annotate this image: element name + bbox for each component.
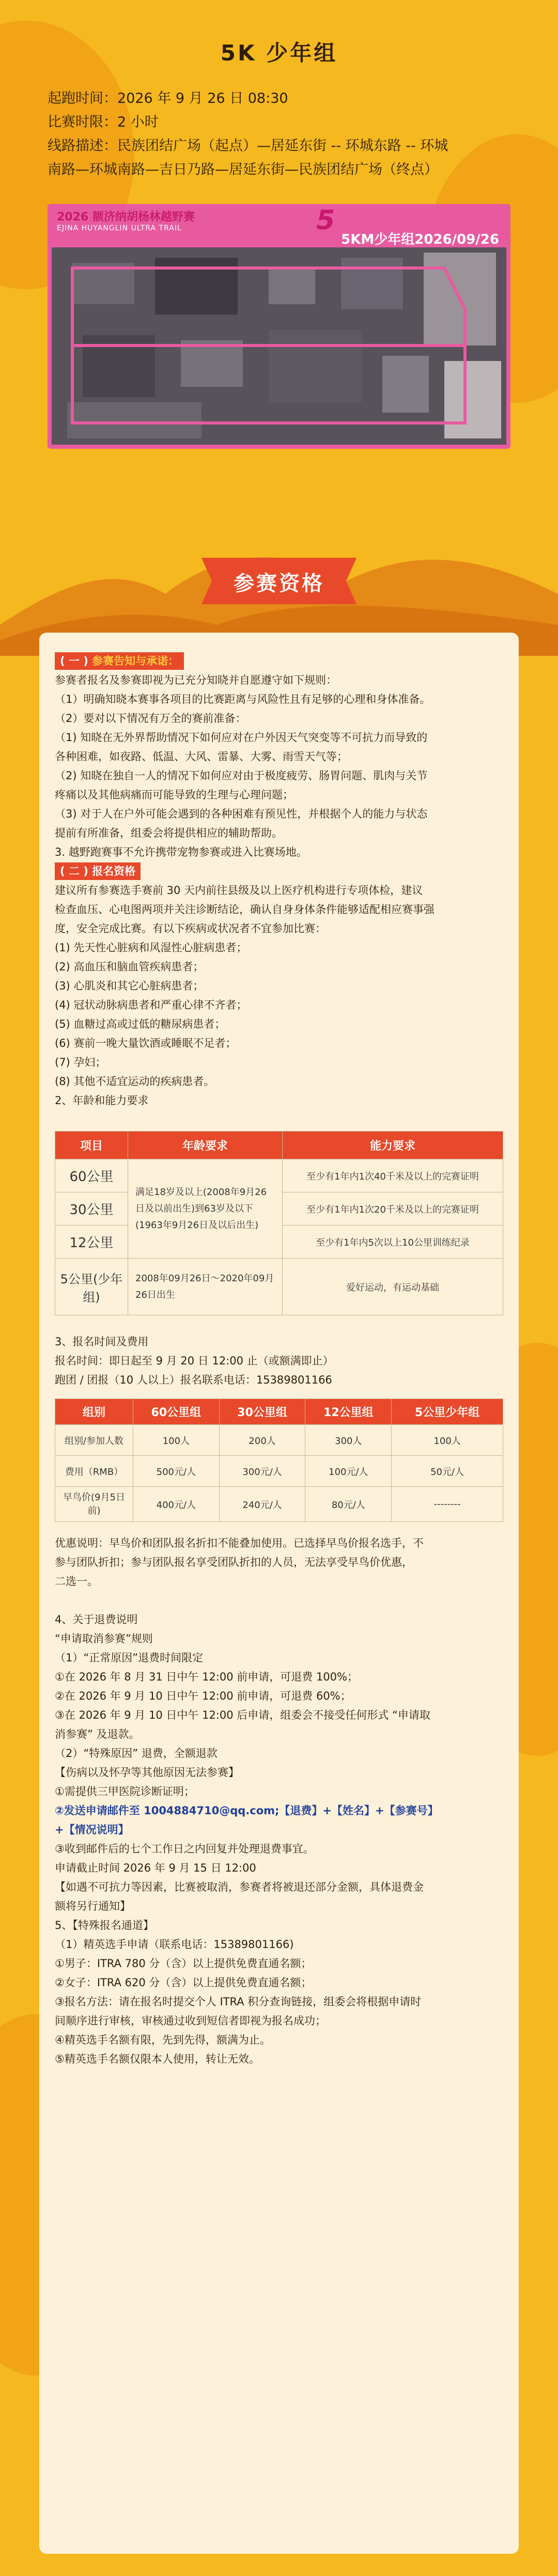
text-line: （1）明确知晓本赛事各项目的比赛距离与风险性且有足够的心理和身体准备。	[55, 693, 431, 705]
text-line: （1）“正常原因”退费时间限定	[55, 1652, 204, 1664]
text-line: 5、【特殊报名通道】	[55, 1919, 154, 1931]
table-row: 组别/参加人数 100人 200人 300人 100人	[55, 1425, 503, 1456]
text-line: （1) 知晓在无外界帮助情况下如何应对在户外因天气突变等不可抗力而导致的	[55, 731, 428, 744]
spacer	[55, 1591, 503, 1610]
text-line: 【如遇不可抗力等因素，比赛被取消，参赛者将被退还部分金额，具体退费金	[55, 1881, 424, 1893]
text-line: ③报名方法：请在报名时提交个人 ITRA 积分查询链接，组委会将根据申请时	[55, 1996, 422, 2008]
text-line: ⑤精英选手名额仅限本人使用，转让无效。	[55, 2053, 260, 2065]
table-row: 早鸟价(9月5日前) 400元/人 240元/人 80元/人 --------	[55, 1487, 503, 1522]
text-line: 3、报名时间及费用	[55, 1336, 149, 1348]
text-line: （2）要对以下情况有万全的赛前准备：	[55, 712, 246, 725]
map-header	[48, 204, 510, 247]
text-line: 疼痛以及其他病痛而可能导致的生理与心理问题；	[55, 789, 293, 801]
text-line: 【伤病以及怀孕等其他原因无法参赛】	[55, 1766, 239, 1779]
fee-table	[55, 1399, 503, 1522]
text-line: 度，安全完成比赛。有以下疾病或状况者不宜参加比赛：	[55, 922, 326, 935]
text-line: 消参赛” 及退款。	[55, 1728, 140, 1740]
refund-email-line: ②发送申请邮件至 1004884710@qq.com;【退费】+【姓名】+【参赛号】	[55, 1804, 439, 1817]
time-limit: 比赛时限：2 小时	[48, 114, 159, 130]
text-line: 2、年龄和能力要求	[55, 1094, 149, 1107]
text-line: (5) 血糖过高或过低的糖尿病患者；	[55, 1018, 226, 1030]
text-line: （1）精英选手申请（联系电话：15389801166)	[55, 1938, 294, 1951]
refund-and-special-info	[55, 1534, 503, 2069]
route-map	[48, 204, 510, 449]
text-line: 二选一。	[55, 1575, 98, 1588]
table-header: 年龄要求	[128, 1132, 283, 1159]
text-line: 参与团队折扣；参与团队报名享受团队折扣的人员，无法享受早鸟价优惠，	[55, 1556, 413, 1568]
text-line: 3. 越野跑赛事不允许携带宠物参赛或进入比赛场地。	[55, 846, 307, 858]
table-header: 12公里组	[305, 1399, 392, 1425]
text-line: (6) 赛前一晚大量饮酒或睡眠不足者；	[55, 1037, 237, 1049]
start-time: 起跑时间：2026 年 9 月 26 日 08:30	[48, 90, 288, 106]
text-line: (4) 冠状动脉病患者和严重心律不齐者；	[55, 999, 247, 1011]
text-line: 4、关于退费说明	[55, 1613, 138, 1626]
table-header: 60公里组	[133, 1399, 220, 1425]
text-line: ③在 2026 年 9 月 10 日中午 12:00 后申请，组委会不接受任何形式 “申请取	[55, 1709, 430, 1721]
text-line: ①需提供三甲医院诊断证明；	[55, 1785, 195, 1798]
table-header: 组别	[55, 1399, 133, 1425]
text-line: 报名时间：即日起至 9 月 20 日 12:00 止（或额满即止）	[55, 1355, 334, 1367]
text-line: 申请截止时间 2026 年 9 月 15 日 12:00	[55, 1862, 256, 1874]
text-line: 各种困难，如夜路、低温、大风、雷暴、大雾、雨雪天气等；	[55, 750, 348, 763]
text-line: “申请取消参赛”规则	[55, 1632, 153, 1645]
text-line: ②在 2026 年 9 月 10 日中午 12:00 前申请，可退费 60%；	[55, 1690, 351, 1702]
text-line: （3) 对于人在户外可能会遇到的各种困难有预见性，并根据个人的能力与状态	[55, 808, 428, 820]
section-heading: ( 二 ) 报名资格	[55, 862, 141, 880]
page-title: 5K 少年组	[220, 40, 338, 66]
text-line: 额将另行通知】	[55, 1900, 131, 1912]
map-graphic	[52, 247, 506, 445]
text-line: ②女子：ITRA 620 分（含）以上提供免费直通名额；	[55, 1976, 312, 1989]
edition-badge: 5	[316, 205, 335, 236]
table-row: 12公里 至少有1年内5次以上10公里训练纪录	[55, 1226, 503, 1259]
satellite-map-image	[52, 247, 506, 445]
route-line-2: 南路—环城南路—吉日乃路—居延东街—民族团结广场（终点）	[48, 162, 438, 178]
age-requirement-table	[55, 1131, 503, 1315]
table-row: 30公里 至少有1年内1次20千米及以上的完赛证明	[55, 1192, 503, 1226]
table-header: 能力要求	[283, 1132, 503, 1159]
registration-info	[55, 1332, 503, 1390]
text-line: 建议所有参赛选手赛前 30 天内前往县级及以上医疗机构进行专项体检，建议	[55, 884, 423, 897]
section-notice	[55, 652, 503, 1110]
text-line: (8) 其他不适宜运动的疾病患者。	[55, 1075, 215, 1088]
text-line: 参赛者报名及参赛即视为已充分知晓并自愿遵守如下规则：	[55, 674, 337, 686]
text-line: ①男子：ITRA 780 分（含）以上提供免费直通名额；	[55, 1957, 312, 1970]
text-line: （2) 知晓在独自一人的情况下如何应对由于极度疲劳、肠胃问题、肌肉与关节	[55, 769, 428, 782]
text-line: 间顺序进行审核，审核通过收到短信者即视为报名成功；	[55, 2015, 326, 2027]
text-line: 提前有所准备，组委会将提供相应的辅助帮助。	[55, 827, 283, 839]
text-line: (3) 心肌炎和其它心脏病患者；	[55, 980, 204, 992]
text-line: (1) 先天性心脏病和风湿性心脏病患者；	[55, 941, 247, 954]
table-header: 项目	[55, 1132, 128, 1159]
table-header: 30公里组	[219, 1399, 305, 1425]
event-logo: 2026 额济纳胡杨林越野赛 EJINA HUYANGLIN ULTRA TRAIL	[57, 211, 195, 232]
race-info	[48, 87, 513, 182]
section-heading: ( 一 ) 参赛告知与承诺：	[55, 652, 184, 670]
section-banner-title: 参赛资格	[234, 572, 324, 595]
text-line: ③收到邮件后的七个工作日之内回复并处理退费事宜。	[55, 1843, 314, 1855]
table-row: 费用（RMB） 500元/人 300元/人 100元/人 50元/人	[55, 1456, 503, 1487]
text-line: (2) 高血压和脑血管疾病患者；	[55, 961, 204, 973]
route-line-1: 线路描述：民族团结广场（起点）—居延东街 -- 环城东路 -- 环城	[48, 138, 448, 154]
refund-email-line: +【情况说明】	[55, 1824, 129, 1836]
table-row: 60公里 满足18岁及以上(2008年9月26日及以前出生)到63岁及以下(1963年9月26日及以后出生) 至少有1年内1次40千米及以上的完赛证明	[55, 1159, 503, 1192]
table-row: 5公里(少年组) 2008年09月26日～2020年09月26日出生 爱好运动，有运动基础	[55, 1259, 503, 1315]
text-line: (7) 孕妇；	[55, 1056, 106, 1069]
text-line: 检查血压、心电图两项并关注诊断结论，确认自身身体条件能够适配相应赛事强	[55, 903, 435, 916]
text-line: 跑团 / 团报（10 人以上）报名联系电话：15389801166	[55, 1374, 332, 1386]
text-line: （2）“特殊原因” 退费，全额退款	[55, 1747, 218, 1760]
table-header: 5公里少年组	[392, 1399, 503, 1425]
map-tag: 5KM少年组2026/09/26	[341, 232, 499, 247]
text-line: 优惠说明：早鸟价和团队报名折扣不能叠加使用。已选择早鸟价报名选手，不	[55, 1537, 424, 1549]
text-line: ④精英选手名额有限，先到先得，额满为止。	[55, 2034, 271, 2046]
text-line: ①在 2026 年 8 月 31 日中午 12:00 前申请，可退费 100%；	[55, 1671, 358, 1683]
